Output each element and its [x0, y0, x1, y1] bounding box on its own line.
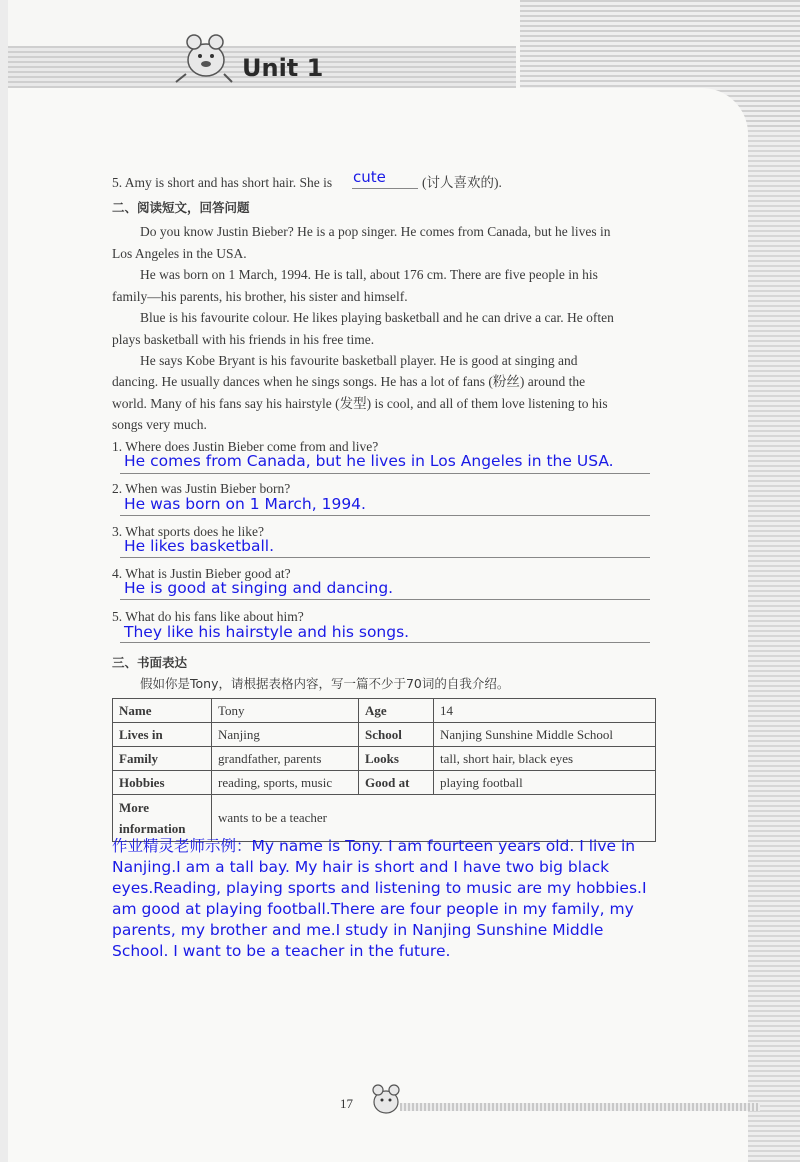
table-cell: Tony	[212, 699, 359, 723]
table-cell: playing football	[434, 771, 656, 795]
section3-instruction: 假如你是Tony，请根据表格内容，写一篇不少于70词的自我介绍。	[140, 676, 510, 691]
bear-mascot-footer-icon	[366, 1082, 406, 1118]
q5-prefix: 5. Amy is short and has short hair. She is	[112, 175, 333, 190]
page-edge-strip	[744, 0, 800, 1162]
answer-3: He likes basketball.	[124, 537, 275, 555]
page-number: 17	[340, 1096, 353, 1111]
table-cell: Hobbies	[113, 771, 212, 795]
table-cell: Nanjing Sunshine Middle School	[434, 723, 656, 747]
question-5: 5. What do his fans like about him?	[112, 609, 304, 624]
essay-line: am good at playing football.There are four people in my family, my	[112, 900, 634, 918]
table-cell: Looks	[359, 747, 434, 771]
unit-title: Unit 1	[242, 54, 324, 82]
paragraph-line: dancing. He usually dances when he sings songs. He has a lot of fans (粉丝) around the	[112, 374, 586, 389]
question-2: 2. When was Justin Bieber born?	[112, 481, 291, 496]
answer-line	[120, 599, 650, 600]
essay-line: eyes.Reading, playing sports and listening to music are my hobbies.I	[112, 879, 647, 897]
section3-heading: 三、书面表达	[112, 655, 188, 670]
info-table	[112, 698, 656, 842]
paragraph-line: plays basketball with his friends in his free time.	[112, 332, 375, 347]
paragraph-line: Los Angeles in the USA.	[112, 246, 247, 261]
essay-line: School. I want to be a teacher in the future.	[112, 942, 451, 960]
table-cell: Family	[113, 747, 212, 771]
table-cell: reading, sports, music	[212, 771, 359, 795]
answer-line	[120, 557, 650, 558]
table-cell: grandfather, parents	[212, 747, 359, 771]
footer-band	[400, 1103, 760, 1111]
q5-answer: cute	[353, 168, 386, 186]
table-cell: Age	[359, 699, 434, 723]
q5-suffix: (讨人喜欢的).	[422, 175, 502, 190]
answer-4: He is good at singing and dancing.	[124, 579, 394, 597]
table-cell: Name	[113, 699, 212, 723]
question-1: 1. Where does Justin Bieber come from and live?	[112, 439, 379, 454]
table-row	[113, 699, 656, 723]
table-cell: Lives in	[113, 723, 212, 747]
answer-2: He was born on 1 March, 1994.	[124, 495, 366, 513]
essay-line: Nanjing.I am a tall bay. My hair is short and I have two big black	[112, 858, 610, 876]
section2-heading: 二、阅读短文，回答问题	[112, 200, 250, 215]
paragraph-line: songs very much.	[112, 417, 207, 432]
answer-line	[120, 515, 650, 516]
table-cell: Good at	[359, 771, 434, 795]
answer-line	[120, 473, 650, 474]
essay-answer	[112, 836, 647, 962]
q5-answer-line	[352, 188, 418, 189]
paragraph-line: Do you know Justin Bieber? He is a pop singer. He comes from Canada, but he lives in	[140, 224, 611, 239]
bear-mascot-icon	[172, 30, 236, 86]
paragraph-line: world. Many of his fans say his hairstyle (发型) is cool, and all of them love listening to his	[112, 396, 608, 411]
paragraph-line: He was born on 1 March, 1994. He is tall, about 176 cm. There are five people in his	[140, 267, 598, 282]
table-row	[113, 771, 656, 795]
paragraph-line: family—his parents, his brother, his sister and himself.	[112, 289, 408, 304]
question-4: 4. What is Justin Bieber good at?	[112, 566, 291, 581]
paragraph-line: Blue is his favourite colour. He likes playing basketball and he can drive a car. He often	[140, 310, 614, 325]
table-cell: tall, short hair, black eyes	[434, 747, 656, 771]
question-3: 3. What sports does he like?	[112, 524, 264, 539]
table-row	[113, 723, 656, 747]
table-cell: 14	[434, 699, 656, 723]
essay-line: parents, my brother and me.I study in Nanjing Sunshine Middle	[112, 921, 604, 939]
table-row	[113, 747, 656, 771]
table-cell: More information	[113, 795, 212, 842]
table-cell: School	[359, 723, 434, 747]
answer-line	[120, 642, 650, 643]
essay-line: 作业精灵老师示例：My name is Tony. I am fourteen years old. I live in	[112, 837, 636, 855]
paragraph-line: He says Kobe Bryant is his favourite basketball player. He is good at singing and	[140, 353, 578, 368]
answer-5: They like his hairstyle and his songs.	[124, 623, 410, 641]
table-row	[113, 795, 656, 842]
table-cell: wants to be a teacher	[212, 795, 656, 842]
table-cell: Nanjing	[212, 723, 359, 747]
answer-1: He comes from Canada, but he lives in Los Angeles in the USA.	[124, 452, 614, 470]
